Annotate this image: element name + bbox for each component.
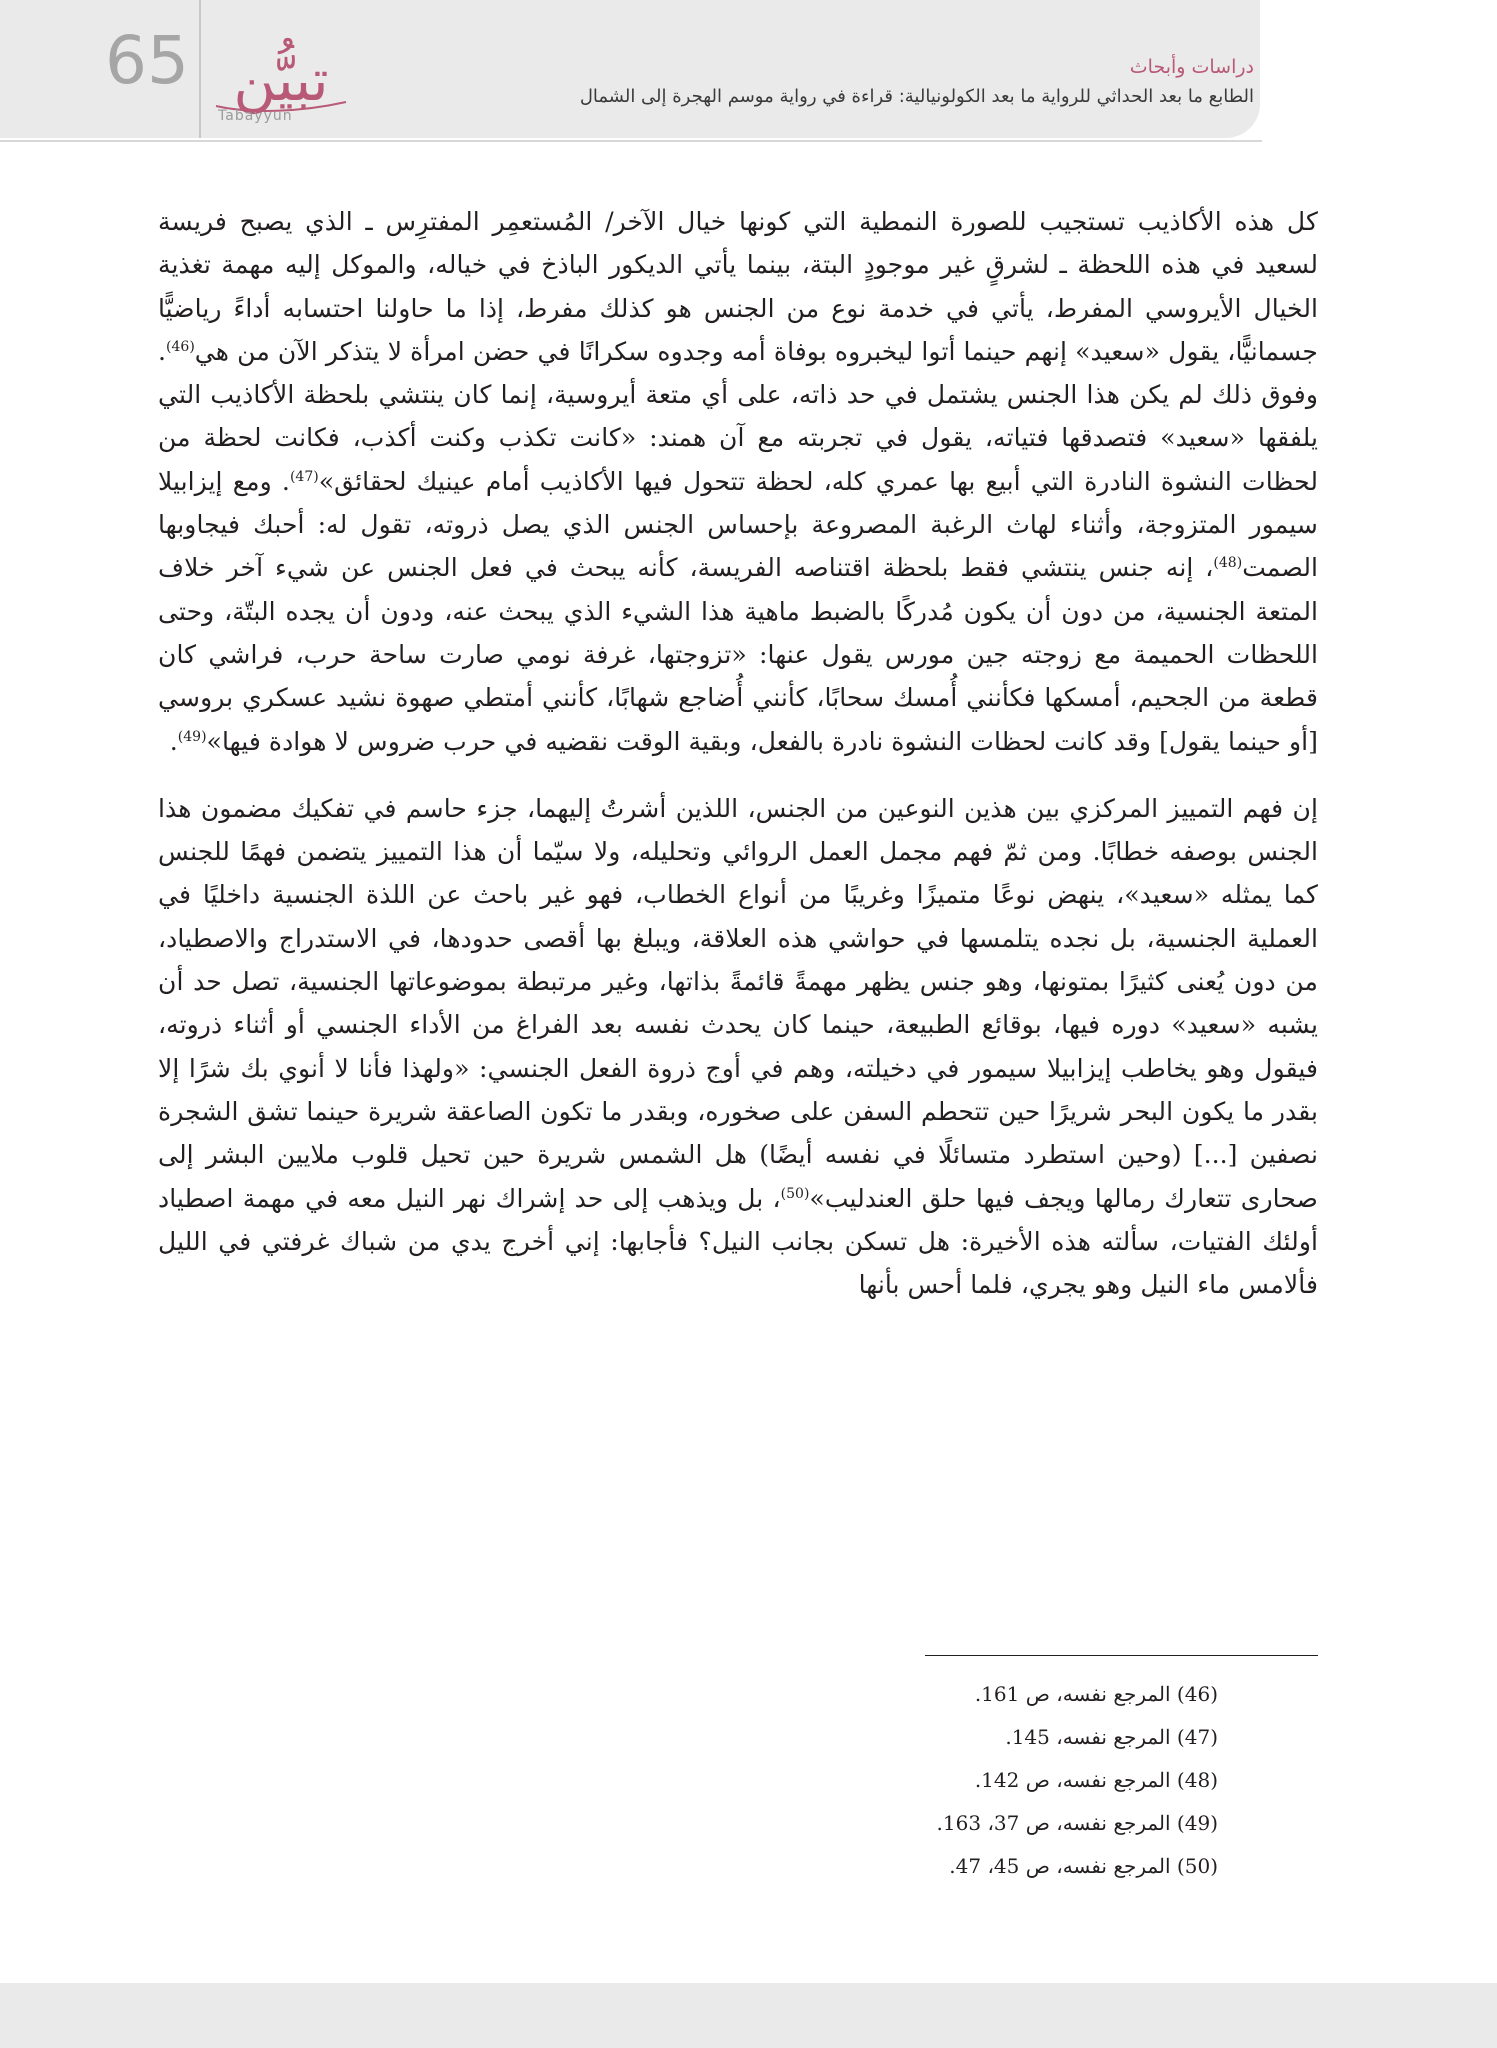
article-body: [158, 200, 1318, 1306]
paragraph-2: إن فهم التمييز المركزي بين هذين النوعين من الجنس، اللذين أشرتُ إليهما، جزء حاسم في تفكيك مضمون هذا الجنس بوصفه خطابًا. ومن ثمّ فهم مجمل العمل الروائي وتحليله، ولا سيّما أن هذا التمييز يتضمن فهمًا للجنس كما يمثله «سعيد»، ينهض نوعًا متميزًا وغريبًا من أنواع الخطاب، فهو غير باحث عن اللذة الجنسية داخليًا في العملية الجنسية، بل نجده يتلمسها في حواشي هذه العلاقة، ويبلغ بها أقصى حدودها، في الاستدراج والاصطياد، من دون يُعنى كثيرًا بمتونها، وهو جنس يظهر مهمةً قائمةً بذاتها، وغير مرتبطة بموضوعاتها الجنسية، تصل حد أن يشبه «سعيد» دوره فيها، بوقائع الطبيعة، حينما كان يحدث نفسه بعد الفراغ من الأداء الجنسي أو أثناء ذروته، فيقول وهو يخاطب إيزابيلا سيمور في دخيلته، وهم في أوج ذروة الفعل الجنسي: «ولهذا فأنا لا أنوي بك شرًا إلا بقدر ما يكون البحر شريرًا حين تتحطم السفن على صخوره، وبقدر ما تكون الصاعقة شريرة حينما تشق الشجرة نصفين [...] (وحين استطرد متسائلًا في نفسه أيضًا) هل الشمس شريرة حين تحيل قلوب ملايين البشر إلى صحارى تتعارك رمالها ويجف فيها حلق العندليب»$^{(50)}$، بل ويذهب إلى حد إشراك نهر النيل معه في مهمة اصطياد أولئك الفتيات، سألته هذه الأخيرة: هل تسكن بجانب النيل؟ فأجابها: إني أخرج يدي من شباك غرفتي في الليل فألامس ماء النيل وهو يجري، فلما أحس بأنها: [158, 793, 1318, 1300]
footnote-49: (49) المرجع نفسه، ص 37، 163.: [936, 1811, 1218, 1835]
footnote-ref-47[interactable]: (47): [289, 468, 319, 485]
footnote-48: (48) المرجع نفسه، ص 142.: [974, 1768, 1218, 1792]
footnotes: [158, 1673, 1218, 1888]
footnote-ref-46[interactable]: (46): [166, 338, 195, 355]
footnote-rule: [925, 1655, 1318, 1656]
section-label: دراسات وأبحاث: [1129, 56, 1254, 78]
footnote-46: (46) المرجع نفسه، ص 161.: [974, 1682, 1218, 1706]
footnote-ref-50[interactable]: (50): [780, 1185, 810, 1202]
header-rule: [0, 140, 1262, 142]
header-separator: [199, 0, 201, 138]
running-title: الطابع ما بعد الحداثي للرواية ما بعد الكولونيالية: قراءة في رواية موسم الهجرة إلى الشمال: [579, 86, 1254, 107]
footnote-ref-48[interactable]: (48): [1213, 555, 1243, 572]
footnote-50: (50) المرجع نفسه، ص 45، 47.: [949, 1854, 1218, 1878]
paragraph-1: كل هذه الأكاذيب تستجيب للصورة النمطية التي كونها خيال الآخر/ المُستعمِر المفترِس ـ الذي يصبح فريسة لسعيد في هذه اللحظة ـ لشرقٍ غير موجودٍ البتة، بينما يأتي الديكور الباذخ في خياله، والموكل إليه مهمة تغذية الخيال الأيروسي المفرط، يأتي في خدمة نوع من الجنس هو كذلك مفرط، إذا ما حاولنا احتسابه أداءً رياضيًّا جسمانيًّا، يقول «سعيد» إنهم حينما أتوا ليخبروه بوفاة أمه وجدوه سكرانًا في حضن امرأة لا يتذكر الآن من هي$^{(46)}$. وفوق ذلك لم يكن هذا الجنس يشتمل في حد ذاته، على أي متعة أيروسية، إنما كان ينتشي بلحظة الأكاذيب التي يلفقها «سعيد» فتصدقها فتياته، يقول في تجربته مع آن همند: «كانت تكذب وكنت أكذب، فكانت لحظة من لحظات النشوة النادرة التي أبيع بها عمري كله، لحظة تتحول فيها الأكاذيب أمام عينيك لحقائق»$^{(47)}$. ومع إيزابيلا سيمور المتزوجة، وأثناء لهاث الرغبة المصروعة بإحساس الجنس الذي يصل ذروته، تقول له: أحبك فيجاوبها الصمت$^{(48)}$، إنه جنس ينتشي فقط بلحظة اقتناصه الفريسة، كأنه يبحث في فعل الجنس عن شيء آخر خلاف المتعة الجنسية، من دون أن يكون مُدركًا بالضبط ماهية هذا الشيء الذي يبحث عنه، ودون أن يجده البتّة، وحتى اللحظات الحميمة مع زوجته جين مورس يقول عنها: «تزوجتها، غرفة نومي صارت ساحة حرب، فراشي كان قطعة من الجحيم، أمسكها فكأنني أُمسك سحابًا، كأنني أُضاجع شهابًا، كأنني أمتطي صهوة نشيد عسكري بروسي [أو حينما يقول] وقد كانت لحظات النشوة نادرة بالفعل، وبقية الوقت نقضيه في حرب ضروس لا هوادة فيها»$^{(49)}$.: [158, 207, 1319, 756]
footnote-47: (47) المرجع نفسه، 145.: [1005, 1725, 1218, 1749]
page-number: 65: [105, 22, 189, 99]
logo-arabic-text: تبيُّن: [233, 46, 329, 114]
footnote-ref-49[interactable]: (49): [177, 728, 207, 745]
logo-latin-text: Tabayyun: [218, 108, 293, 124]
footer-band: [0, 1983, 1497, 2048]
